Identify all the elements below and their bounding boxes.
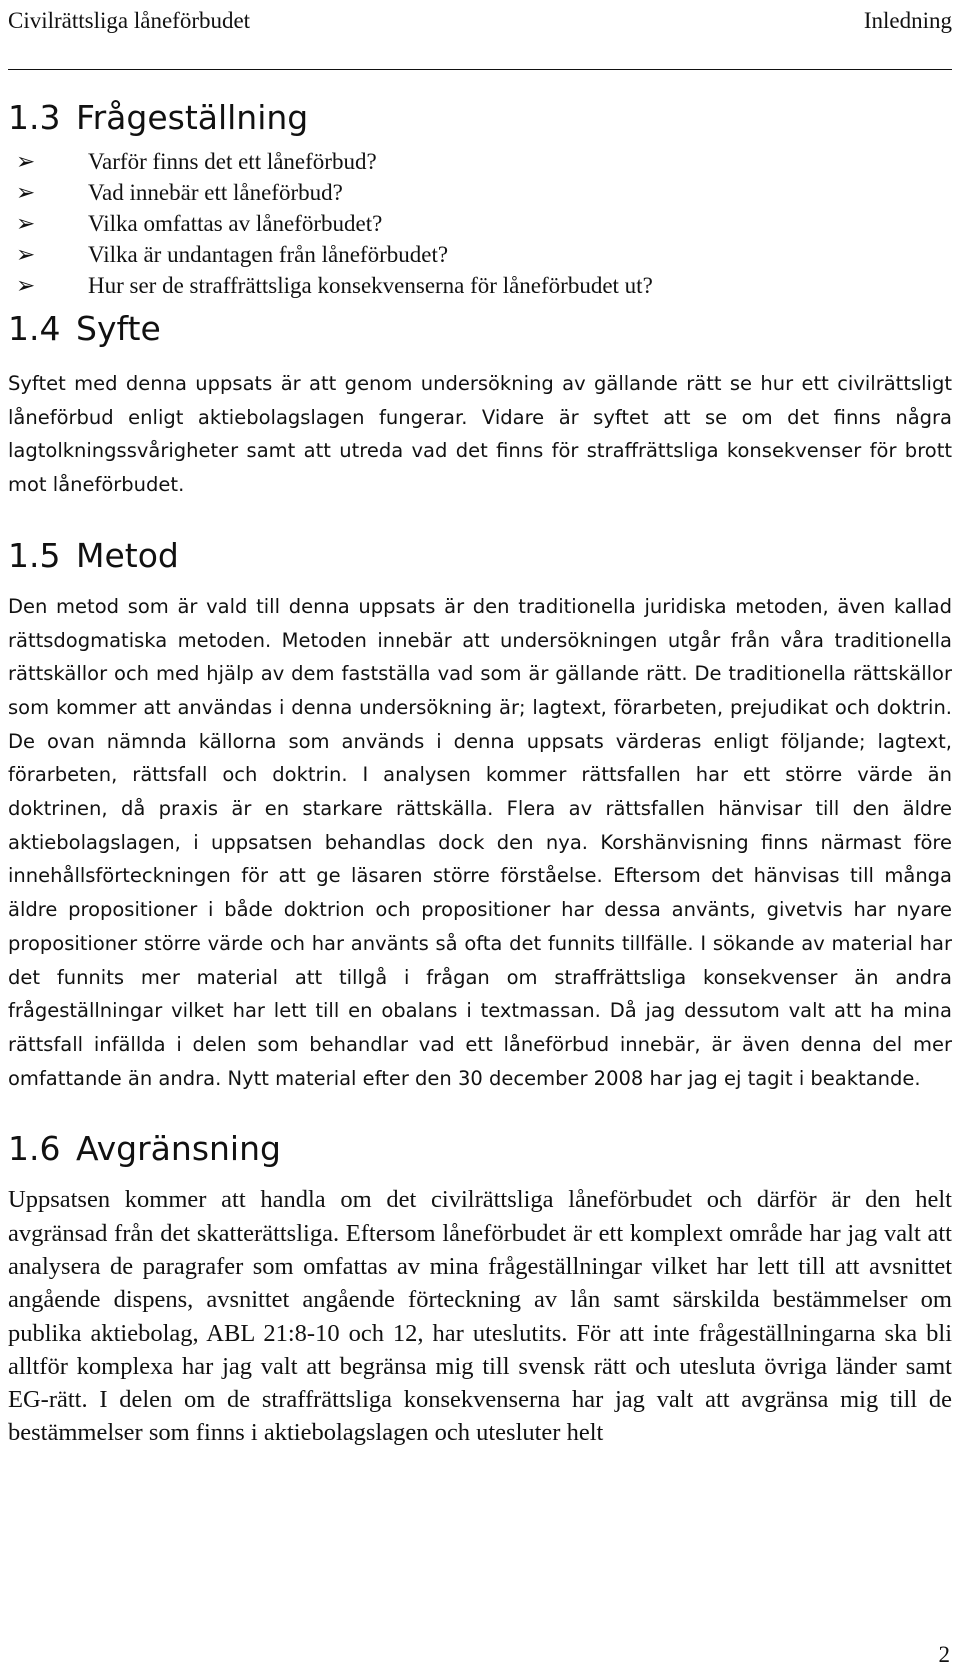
- page-content: [8, 98, 952, 1450]
- list-item: ➢ Vilka är undantagen från låneförbudet?: [8, 239, 952, 270]
- arrowhead-bullet-icon: ➢: [16, 242, 36, 267]
- section-title: Syfte: [76, 309, 161, 348]
- section-heading: [8, 309, 952, 349]
- section-syfte: [8, 309, 952, 502]
- list-item: ➢ Vilka omfattas av låneförbudet?: [8, 208, 952, 239]
- section-fragestallning: [8, 98, 952, 301]
- section-heading: [8, 98, 952, 138]
- section-heading: [8, 1129, 952, 1169]
- section-title: Frågeställning: [76, 98, 309, 137]
- section-number: 1.3: [8, 98, 61, 137]
- section-title: Metod: [76, 535, 179, 575]
- page-number: 2: [938, 1642, 950, 1667]
- arrowhead-bullet-icon: ➢: [16, 273, 36, 298]
- arrowhead-bullet-icon: ➢: [16, 211, 36, 236]
- header-divider: [8, 69, 952, 70]
- list-item: ➢ Hur ser de straffrättsliga konsekvenserna för låneförbudet ut?: [8, 270, 952, 301]
- section-number: 1.6: [8, 1129, 61, 1169]
- section-paragraph: Syftet med denna uppsats är att genom undersökning av gällande rätt se hur ett civilrättsligt låneförbud enligt aktiebolagslagen fungerar. Vidare är syftet att se om det finns några lagtolkningssvårigheter samt att utreda vad det finns för straffrättsliga konsekvenser för brott mot låneförbudet.: [8, 372, 952, 497]
- section-avgransning: [8, 1129, 952, 1449]
- header-document-title: Civilrättsliga låneförbudet: [8, 8, 251, 33]
- header-chapter-title: Inledning: [863, 8, 952, 33]
- section-heading: [8, 536, 952, 576]
- list-item: ➢ Vad innebär ett låneförbud?: [8, 177, 952, 208]
- running-header: [8, 4, 952, 44]
- section-paragraph: Uppsatsen kommer att handla om det civilrättsliga låneförbudet och därför är den helt avgränsad från det skatterättsliga. Eftersom låneförbudet är ett komplext område har jag valt att analysera de paragrafer som omfattas av mina frågeställningar vilket har lett till att avsnittet angående dispens, avsnittet angående förteckning av lån samt särskilda bestämmelser om publika aktiebolag, ABL 21:8-10 och 12, har uteslutits. För att inte frågeställningarna ska bli alltför komplexa har jag valt att begränsa mig till svensk rätt och utesluta övriga länder samt EG-rätt. I delen om de straffrättsliga konsekvenserna har jag valt att avgränsa mig till de bestämmelser som finns i aktiebolagslagen och utesluter helt: [8, 1186, 952, 1447]
- section-title: Avgränsning: [76, 1129, 281, 1169]
- section-metod: [8, 536, 952, 1096]
- section-number: 1.5: [8, 535, 61, 575]
- section-paragraph: Den metod som är vald till denna uppsats är den traditionella juridiska metoden, även kallad rättsdogmatiska metoden. Metoden innebär att undersökningen utgår från våra traditionella rättskällor och med hjälp av dem fastställa vad som är gällande rätt. De traditionella rättskällor som kommer att användas i denna undersökning är; lagtext, förarbeten, prejudikat och doktrin. De ovan nämnda källorna som används i denna uppsats värderas enligt följande; lagtext, förarbeten, rättsfall och doktrin. I analysen kommer rättsfallen har ett större värde än doktrinen, då praxis är en starkare rättskälla. Flera av rättsfallen hänvisar till den äldre aktiebolagslagen, i uppsatsen behandlas dock den nya. Korshänvisning finns närmast före innehållsförteckningen för att ge läsaren större förståelse. Eftersom det hänvisas till många äldre propositioner i både doktrion och propositioner har dessa använts, givetvis har nyare propositioner större värde och har använts så ofta det funnits tillfälle. I sökande av material har det funnits mer material att tillgå i frågan om straffrättsliga konsekvenser än andra frågeställningar vilket har lett till en obalans i textmassan. Då jag dessutom valt att ha mina rättsfall infällda i delen som behandlar vad ett låneförbud innebär, är även denna del mer omfattande än andra. Nytt material efter den 30 december 2008 har jag ej tagit i beaktande.: [8, 594, 952, 1090]
- arrowhead-bullet-icon: ➢: [16, 149, 36, 174]
- arrowhead-bullet-icon: ➢: [16, 180, 36, 205]
- section-number: 1.4: [8, 309, 61, 348]
- list-item: ➢ Varför finns det ett låneförbud?: [8, 146, 952, 177]
- question-list: [8, 146, 952, 301]
